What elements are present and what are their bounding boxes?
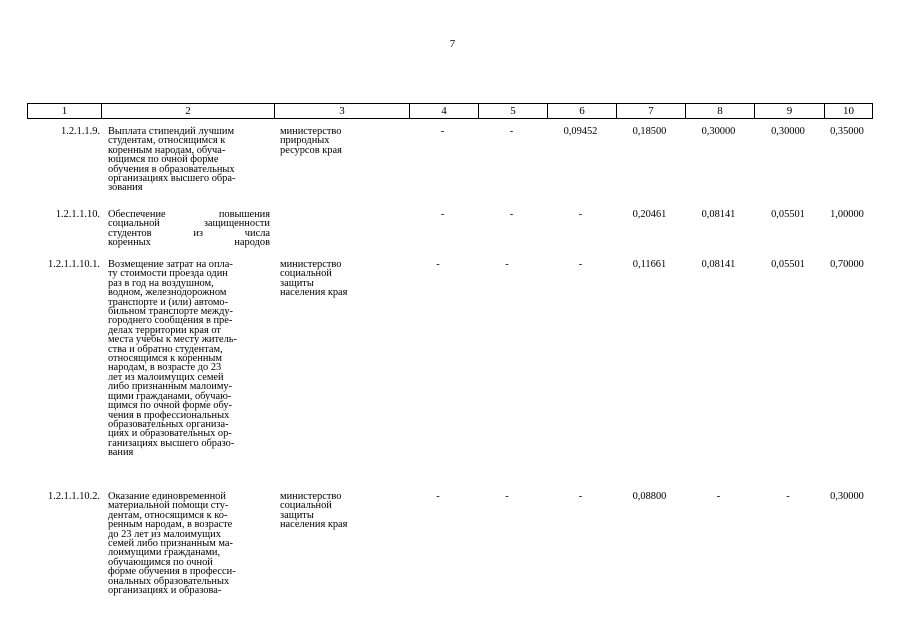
name-line: щимся по очной форме обу-: [108, 400, 233, 412]
name-line: Выплата стипендий лучшим: [108, 126, 235, 137]
header-col-1: 1: [61, 105, 68, 117]
name-line: относящимся к коренным: [108, 353, 222, 365]
name-line: коренных народов: [108, 237, 270, 249]
name-word: из: [193, 227, 203, 239]
executor-line: защиты: [280, 509, 314, 521]
name-line: Оказание единовременной: [108, 491, 226, 502]
name-line: ренным народам, в возрасте: [108, 519, 233, 531]
value-col-8: 0,30000: [701, 126, 736, 137]
name-line: обучающимся по очной: [108, 556, 213, 568]
value-col-7: 0,18500: [632, 126, 667, 137]
executor-line: министерство: [280, 259, 342, 270]
value-col-5: -: [505, 259, 509, 270]
name-word: студентов: [108, 227, 152, 239]
value-col-8: -: [716, 491, 721, 502]
name-line: студентам, относящимся к: [108, 135, 226, 147]
name-word: защищенности: [203, 218, 270, 230]
value-col-9: 0,05501: [771, 209, 805, 220]
name-line: лоимущими гражданами,: [108, 547, 221, 559]
value-col-6: -: [578, 209, 583, 220]
name-word: Обеспечение: [108, 209, 166, 220]
value-col-10: 0,70000: [830, 259, 864, 270]
header-col-2: 2: [101, 104, 274, 118]
row-name: [108, 210, 270, 248]
value-col-6: 0,09452: [563, 126, 598, 137]
value-col-9: 0,30000: [771, 126, 805, 137]
page-number: 7: [449, 38, 456, 50]
value-col-10: 0,30000: [830, 491, 864, 502]
row-executor: [280, 492, 390, 530]
header-col-10: 10: [824, 104, 872, 118]
value-col-7: 0,08800: [632, 491, 667, 502]
name-line: коренным народам, обуча-: [108, 144, 226, 156]
name-line: зования: [108, 182, 143, 194]
value-col-5: -: [509, 126, 514, 137]
name-line: ональных образовательных: [108, 575, 230, 587]
value-col-6: -: [578, 259, 583, 270]
row-code: 1.2.1.1.10.1.: [48, 259, 100, 270]
executor-line: населения края: [280, 287, 348, 299]
name-line: циях и образовательных ор-: [108, 428, 232, 440]
name-line: городнего сообщения в пре-: [108, 315, 233, 327]
value-col-7: 0,11661: [632, 259, 667, 270]
value-col-5: -: [505, 491, 509, 502]
name-line: форме обучения в професси-: [108, 566, 236, 578]
value-col-4: -: [436, 259, 440, 270]
header-col-4: 4: [409, 104, 478, 118]
name-line: транспорте и (или) автомо-: [108, 296, 229, 308]
row-code: 1.2.1.1.10.: [55, 209, 100, 220]
value-col-4: -: [436, 491, 440, 502]
name-line: народам, в возрасте до 23: [108, 362, 222, 374]
value-col-9: -: [786, 491, 790, 502]
value-col-8: 0,08141: [701, 209, 736, 220]
name-line: до 23 лет из малоимущих: [108, 528, 221, 540]
row-executor: [280, 260, 390, 298]
name-line: организациях высшего обра-: [108, 173, 236, 185]
row-name: [108, 127, 270, 193]
name-line: ства и обратно студентам,: [108, 343, 223, 355]
name-line: чения в профессиональных: [108, 409, 230, 421]
value-col-4: -: [440, 126, 445, 137]
value-col-8: 0,08141: [701, 259, 736, 270]
name-line: ющимся по очной форме: [108, 154, 219, 166]
name-line: водном, железнодорожном: [108, 287, 227, 299]
name-line: делах территории края от: [108, 324, 221, 336]
name-line: обучения в образовательных: [108, 163, 235, 175]
name-line: семей либо признанным ма-: [108, 538, 233, 550]
row-executor: [280, 127, 390, 155]
name-line: раз в год на воздушном,: [108, 277, 214, 289]
name-line: места учебы к месту житель-: [108, 334, 238, 346]
value-col-7: 0,20461: [632, 209, 667, 220]
table-header-row: [27, 103, 873, 119]
executor-line: защиты: [280, 277, 314, 289]
header-col-8: 8: [685, 104, 754, 118]
name-word: числа: [244, 227, 270, 239]
header-col-9: 9: [754, 104, 824, 118]
row-name: [108, 492, 270, 595]
name-line: ту стоимости проезда один: [108, 268, 228, 280]
name-line: материальной помощи сту-: [108, 500, 229, 512]
name-line: вания: [108, 447, 134, 459]
executor-line: министерство: [280, 491, 342, 502]
name-line: ганизациях высшего образо-: [108, 437, 235, 449]
name-line: бильном транспорте между-: [108, 306, 234, 318]
executor-line: социальной: [280, 500, 332, 512]
header-col-6: 6: [547, 104, 616, 118]
executor-line: социальной: [280, 268, 332, 280]
executor-line: населения края: [280, 519, 348, 531]
value-col-6: -: [578, 491, 583, 502]
header-col-7: 7: [616, 104, 685, 118]
value-col-5: -: [509, 209, 514, 220]
name-word: повышения: [218, 209, 270, 220]
name-line: щими гражданами, обучаю-: [108, 390, 232, 402]
header-col-3: 3: [274, 104, 409, 118]
executor-line: министерство: [280, 126, 342, 137]
row-name: [108, 260, 270, 458]
row-code: 1.2.1.1.10.2.: [48, 491, 100, 502]
name-line: либо признанным малоиму-: [108, 381, 233, 393]
value-col-10: 1,00000: [830, 209, 864, 220]
value-col-9: 0,05501: [771, 259, 805, 270]
name-line: дентам, относящимся к ко-: [108, 509, 228, 521]
name-line: образовательных организа-: [108, 418, 229, 430]
executor-line: природных: [280, 135, 330, 147]
name-word: социальной: [108, 218, 160, 230]
name-line: организациях и образова-: [108, 585, 222, 597]
header-col-5: 5: [478, 104, 547, 118]
name-line: лет из малоимущих семей: [108, 371, 224, 383]
name-line: Возмещение затрат на опла-: [108, 259, 233, 270]
executor-line: ресурсов края: [280, 144, 342, 156]
row-code: 1.2.1.1.9.: [61, 126, 100, 137]
value-col-4: -: [440, 209, 445, 220]
value-col-10: 0,35000: [830, 126, 864, 137]
